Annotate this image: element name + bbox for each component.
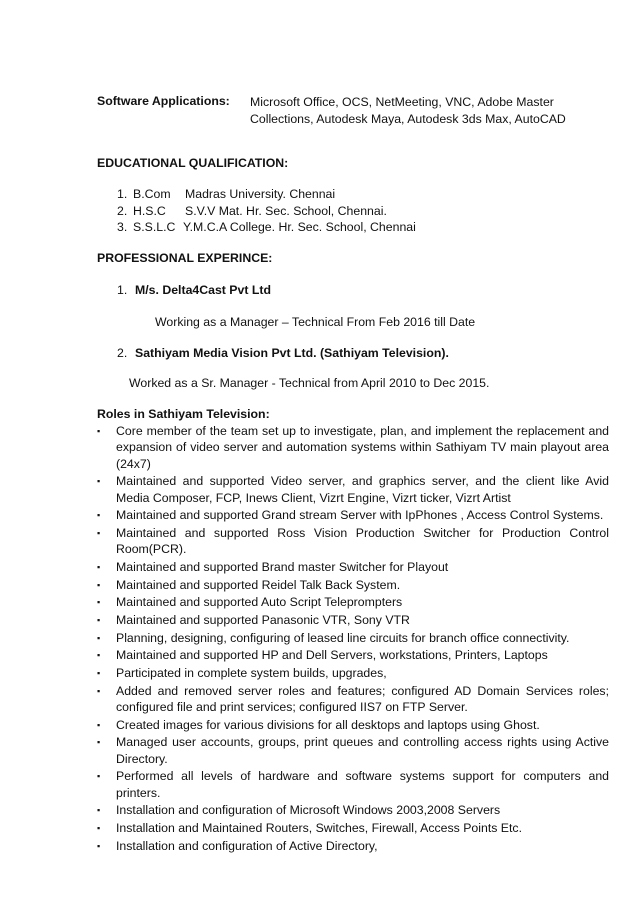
role-text: Maintained and supported Brand master Switcher for Playout [116,559,449,574]
role-item [97,473,609,506]
bullet-icon: ▪ [97,597,101,608]
software-value: Microsoft Office, OCS, NetMeeting, VNC, Adobe Master Collections, Autodesk Maya, Autodesk 3ds Max, AutoCAD [250,95,566,126]
bullet-icon: ▪ [97,650,101,661]
role-text: Maintained and supported HP and Dell Servers, workstations, Printers, Laptops [116,648,548,663]
bullet-icon: ▪ [97,668,101,679]
bullet-icon: ▪ [97,561,101,572]
role-item [97,507,609,523]
software-label: Software Applications: [97,94,230,108]
role-item [97,802,609,818]
education-institution: Madras University. Chennai [185,187,336,201]
education-item [117,204,387,221]
education-heading: EDUCATIONAL QUALIFICATION: [97,156,289,170]
bullet-icon: ▪ [97,527,101,538]
bullet-icon: ▪ [97,737,101,748]
education-num: 1. [117,187,128,201]
role-item [97,838,609,854]
job-num: 2. [117,346,128,360]
bullet-icon: ▪ [97,426,101,436]
roles-heading: Roles in Sathiyam Television: [97,407,270,421]
role-text: Added and removed server roles and features; configured AD Domain Services roles; configured file and print services; configured IIS7 on FTP Server. [116,683,609,715]
bullet-icon: ▪ [97,615,101,625]
role-text: Installation and configuration of Active Directory, [116,838,378,853]
education-num: 2. [117,204,128,218]
role-text: Maintained and supported Reidel Talk Back System. [116,577,401,592]
role-item [97,683,609,716]
role-item [97,630,609,646]
role-item [97,734,609,767]
role-item [97,423,609,472]
role-text: Installation and Maintained Routers, Switches, Firewall, Access Points Etc. [116,821,522,836]
education-degree: S.S.L.C [133,220,176,234]
experience-heading: PROFESSIONAL EXPERINCE: [97,251,273,265]
job-detail: Worked as a Sr. Manager - Technical from April 2010 to Dec 2015. [129,376,490,390]
role-item [97,525,609,558]
role-text: Maintained and supported Video server, and graphics server, and the client like Avid Media Composer, FCP, Inews Client, Vizrt Engine, Vizrt ticker, Vizrt Artist [116,474,609,505]
role-text: Performed all levels of hardware and software systems support for computers and printers. [116,769,609,800]
bullet-icon: ▪ [97,476,101,487]
role-text: Managed user accounts, groups, print queues and controlling access rights using Active Directory. [116,735,609,766]
role-text: Created images for various divisions for all desktops and laptops using Ghost. [116,717,540,732]
bullet-icon: ▪ [97,510,101,521]
bullet-icon: ▪ [97,719,101,730]
education-item [117,220,416,237]
bullet-icon: ▪ [97,771,101,782]
role-item [97,647,609,663]
role-item [97,577,609,593]
bullet-icon: ▪ [97,840,101,851]
role-item [97,665,609,681]
job-company: M/s. Delta4Cast Pvt Ltd [135,283,271,297]
role-text: Core member of the team set up to investigate, plan, and implement the replacement and expansion of video server and automation systems within Sathiyam TV main playout area (24x7) [116,424,609,471]
job-num: 1. [117,283,128,297]
bullet-icon: ▪ [97,805,101,816]
role-text: Planning, designing, configuring of leased line circuits for branch office connectivity. [116,630,570,645]
bullet-icon: ▪ [97,823,101,834]
education-institution: S.V.V Mat. Hr. Sec. School, Chennai. [185,204,387,218]
role-text: Installation and configuration of Microsoft Windows 2003,2008 Servers [116,803,501,818]
education-institution: Y.M.C.A College. Hr. Sec. School, Chennai [183,220,416,234]
bullet-icon: ▪ [97,685,101,696]
bullet-icon: ▪ [97,579,101,590]
role-item [97,559,609,575]
education-item [117,187,336,204]
job-company: Sathiyam Media Vision Pvt Ltd. (Sathiyam Television). [135,346,449,360]
education-degree: H.S.C [133,204,166,218]
role-text: Maintained and supported Auto Script Teleprompters [116,595,403,610]
role-text: Maintained and supported Panasonic VTR, Sony VTR [116,613,410,627]
role-item [97,594,609,610]
role-item [97,717,609,733]
role-text: Maintained and supported Grand stream Server with IpPhones , Access Control Systems. [116,508,604,523]
role-item [97,768,609,801]
role-item [97,612,609,628]
bullet-icon: ▪ [97,632,101,643]
roles-list [97,423,609,855]
education-num: 3. [117,220,128,234]
role-item [97,820,609,836]
job-detail: Working as a Manager – Technical From Feb 2016 till Date [155,315,476,329]
education-degree: B.Com [133,187,171,201]
role-text: Participated in complete system builds, upgrades, [116,666,387,681]
role-text: Maintained and supported Ross Vision Production Switcher for Production Control Room(PCR). [116,525,609,557]
